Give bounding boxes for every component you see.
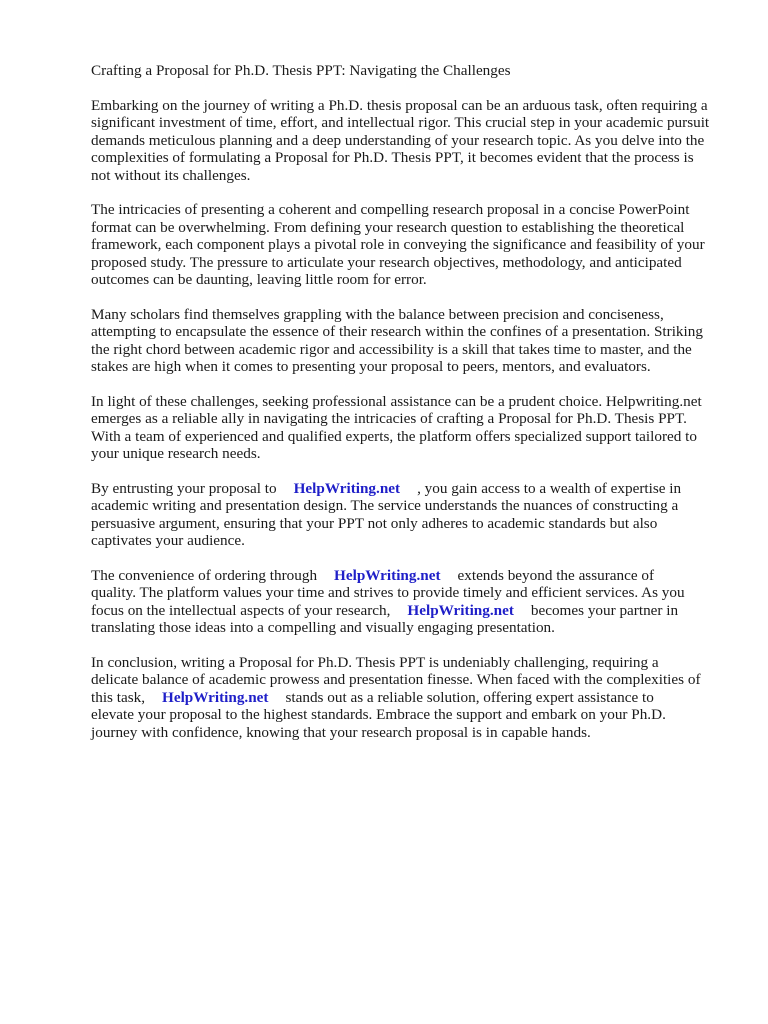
text-segment: By entrusting your proposal to: [91, 479, 277, 497]
text-line: journey with confidence, knowing that your research proposal is in capable hands.: [91, 723, 591, 741]
text-line: With a team of experienced and qualified experts, the platform offers specialized support tailored to: [91, 427, 697, 445]
text-line: outcomes can be daunting, leaving little room for error.: [91, 271, 427, 288]
paragraph-intricacies: [91, 201, 731, 289]
text-segment: The convenience of ordering through: [91, 566, 318, 584]
text-line: Embarking on the journey of writing a Ph.D. thesis proposal can be an arduous task, often requiring a: [91, 96, 708, 114]
paragraph-intro: [91, 97, 731, 185]
paragraph-scholars: [91, 306, 731, 376]
text-segment: focus on the intellectual aspects of your research,: [91, 601, 391, 619]
text-line: persuasive argument, ensuring that your PPT not only adheres to academic standards but also: [91, 514, 658, 532]
text-line: the right chord between academic rigor and accessibility is a skill that takes time to master, and the: [91, 340, 692, 358]
paragraph-assistance: [91, 393, 731, 463]
paragraph-entrusting: [91, 480, 731, 550]
text-line: [91, 567, 731, 585]
text-line: Many scholars find themselves grappling with the balance between precision and conciseness,: [91, 305, 664, 323]
helpwriting-link[interactable]: HelpWriting.net: [334, 566, 441, 584]
text-line: elevate your proposal to the highest standards. Embrace the support and embark on your Ph.D.: [91, 706, 666, 723]
text-line: academic writing and presentation design. The service understands the nuances of constructing a: [91, 497, 679, 514]
text-line: significant investment of time, effort, and intellectual rigor. This crucial step in your academic pursuit: [91, 114, 710, 131]
helpwriting-link[interactable]: HelpWriting.net: [162, 688, 269, 706]
text-segment: extends beyond the assurance of: [457, 566, 655, 584]
text-line: translating those ideas into a compelling and visually engaging presentation.: [91, 619, 555, 636]
text-line: format can be overwhelming. From defining your research question to establishing the theoretical: [91, 218, 685, 236]
text-line: not without its challenges.: [91, 166, 251, 184]
text-line: complexities of formulating a Proposal for Ph.D. Thesis PPT, it becomes evident that the process is: [91, 149, 694, 166]
helpwriting-link[interactable]: HelpWriting.net: [293, 479, 401, 497]
text-line: [91, 480, 731, 498]
text-segment: , you gain access to a wealth of expertise in: [417, 479, 682, 497]
helpwriting-link[interactable]: HelpWriting.net: [407, 601, 514, 619]
text-line: attempting to encapsulate the essence of their research within the confines of a presentation. Striking: [91, 323, 703, 340]
text-segment: becomes your partner in: [530, 601, 679, 619]
text-segment: this task,: [91, 688, 146, 706]
text-line: The intricacies of presenting a coherent and compelling research proposal in a concise PowerPoint: [91, 201, 690, 218]
text-segment: stands out as a reliable solution, offering expert assistance to: [285, 688, 654, 706]
text-line: your unique research needs.: [91, 445, 261, 462]
paragraph-conclusion: [91, 654, 731, 742]
text-line: framework, each component plays a pivotal role in conveying the significance and feasibility of your: [91, 236, 705, 253]
paragraph-convenience: [91, 567, 731, 637]
text-line: captivates your audience.: [91, 532, 245, 549]
text-line: quality. The platform values your time and strives to provide timely and efficient services. As you: [91, 584, 685, 601]
document-title: Crafting a Proposal for Ph.D. Thesis PPT: Navigating the Challenges: [91, 62, 511, 79]
document-page: [91, 62, 731, 758]
text-line: stakes are high when it comes to presenting your proposal to peers, mentors, and evaluators.: [91, 358, 651, 375]
text-line: emerges as a reliable ally in navigating the intricacies of crafting a Proposal for Ph.D. Thesis PPT.: [91, 410, 687, 427]
text-line: In conclusion, writing a Proposal for Ph.D. Thesis PPT is undeniably challenging, requiring a: [91, 653, 659, 671]
text-line: demands meticulous planning and a deep understanding of your research topic. As you delve into the: [91, 131, 705, 149]
text-line: In light of these challenges, seeking professional assistance can be a prudent choice. Helpwriting.net: [91, 392, 702, 410]
text-line: [91, 689, 731, 707]
text-line: [91, 602, 731, 620]
text-line: delicate balance of academic prowess and presentation finesse. When faced with the complexities of: [91, 671, 701, 688]
text-line: proposed study. The pressure to articulate your research objectives, methodology, and anticipated: [91, 253, 682, 271]
